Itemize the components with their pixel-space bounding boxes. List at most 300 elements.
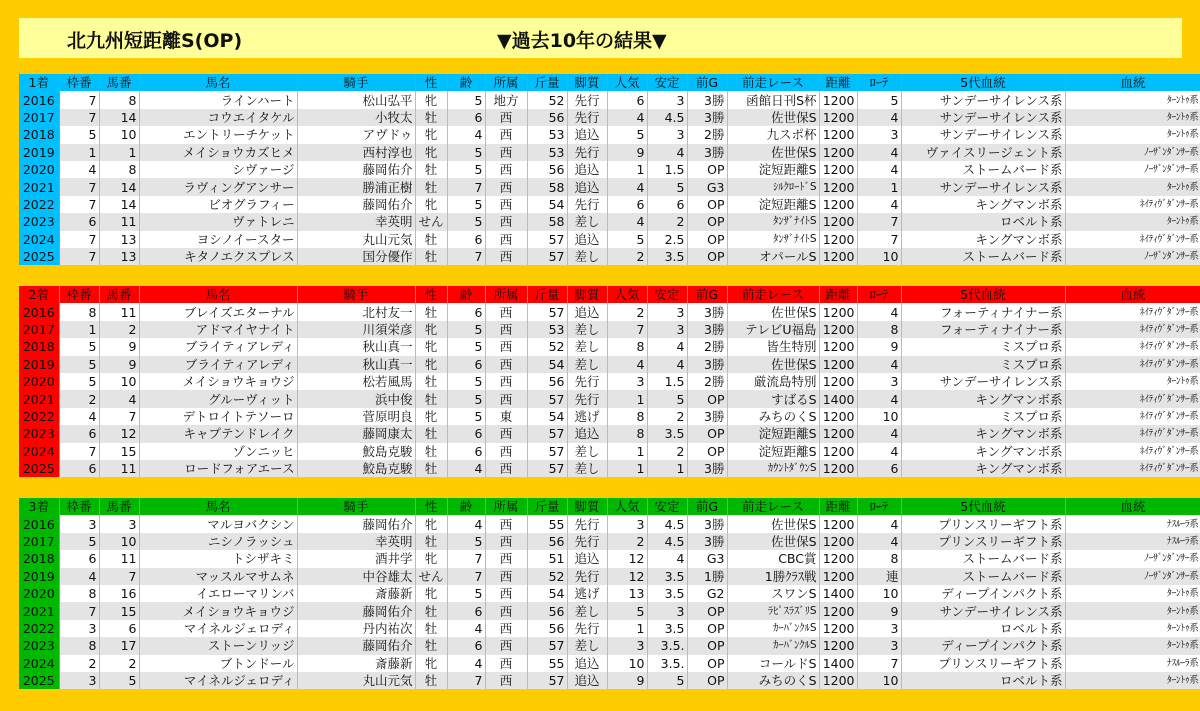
cell-pop: 10	[607, 655, 647, 672]
cell-stability: 3.5	[647, 568, 687, 585]
cell-distance: 1200	[819, 637, 857, 654]
cell-year: 2023	[19, 637, 59, 654]
cell-prev-race: スワンS	[727, 585, 819, 602]
cell-style: 先行	[567, 620, 607, 637]
cell-horse: マルヨバクシン	[139, 515, 297, 532]
cell-distance: 1200	[819, 568, 857, 585]
cell-waku: 3	[59, 515, 99, 532]
column-header-prev-grade: 前G	[687, 286, 727, 303]
cell-distance: 1400	[819, 655, 857, 672]
cell-horse: メイショウキョウジ	[139, 602, 297, 619]
cell-waku: 5	[59, 533, 99, 550]
cell-rotation: 3	[857, 126, 901, 143]
cell-rotation: 10	[857, 672, 901, 689]
cell-prev-race: 佐世保S	[727, 109, 819, 126]
cell-year: 2019	[19, 144, 59, 161]
cell-waku: 2	[59, 655, 99, 672]
cell-stable: 西	[485, 515, 527, 532]
cell-weight: 57	[527, 390, 567, 407]
table-row	[19, 109, 1200, 126]
cell-stability: 2	[647, 443, 687, 460]
cell-prev-grade: G3	[687, 550, 727, 567]
cell-weight: 54	[527, 356, 567, 373]
cell-umaban: 8	[99, 91, 139, 108]
cell-jockey: 藤岡佑介	[297, 515, 415, 532]
cell-horse: グルーヴィット	[139, 390, 297, 407]
cell-pedigree5: キングマンボ系	[901, 231, 1065, 248]
cell-style: 先行	[567, 533, 607, 550]
cell-waku: 7	[59, 231, 99, 248]
cell-year: 2025	[19, 248, 59, 265]
cell-stable: 西	[485, 672, 527, 689]
cell-weight: 52	[527, 338, 567, 355]
cell-style: 差し	[567, 460, 607, 477]
cell-horse: ブライティアレディ	[139, 356, 297, 373]
cell-weight: 53	[527, 321, 567, 338]
cell-lineage: ﾀｰﾝﾄｩ系	[1065, 213, 1200, 230]
cell-rotation: 10	[857, 408, 901, 425]
cell-pop: 6	[607, 196, 647, 213]
cell-age: 5	[447, 533, 485, 550]
cell-sex: 牡	[415, 672, 447, 689]
cell-weight: 54	[527, 196, 567, 213]
cell-umaban: 17	[99, 637, 139, 654]
cell-horse: コウエイタケル	[139, 109, 297, 126]
cell-stable: 西	[485, 213, 527, 230]
cell-year: 2017	[19, 533, 59, 550]
race-title: 北九州短距離S(OP)	[67, 30, 243, 52]
cell-rotation: 4	[857, 390, 901, 407]
cell-stable: 西	[485, 303, 527, 320]
cell-horse: トシザキミ	[139, 550, 297, 567]
column-header-stability: 安定	[647, 498, 687, 515]
cell-prev-race: 淀短距離S	[727, 196, 819, 213]
cell-weight: 56	[527, 373, 567, 390]
column-header-pop: 人気	[607, 74, 647, 91]
cell-waku: 7	[59, 91, 99, 108]
cell-prev-race: ｼﾙｸﾛｰﾄﾞS	[727, 178, 819, 195]
cell-stable: 西	[485, 321, 527, 338]
cell-waku: 2	[59, 390, 99, 407]
cell-distance: 1400	[819, 585, 857, 602]
cell-pop: 2	[607, 303, 647, 320]
cell-year: 2020	[19, 373, 59, 390]
cell-lineage: ﾈｲﾃｨｳﾞﾀﾞﾝｻｰ系	[1065, 425, 1200, 442]
cell-stable: 西	[485, 443, 527, 460]
cell-stability: 3.5.	[647, 637, 687, 654]
cell-pedigree5: サンデーサイレンス系	[901, 178, 1065, 195]
cell-stable: 西	[485, 637, 527, 654]
cell-pop: 9	[607, 144, 647, 161]
cell-weight: 55	[527, 515, 567, 532]
cell-pop: 5	[607, 602, 647, 619]
cell-rotation: 3	[857, 620, 901, 637]
cell-stability: 1	[647, 460, 687, 477]
cell-jockey: 丹内祐次	[297, 620, 415, 637]
cell-prev-grade: 3勝	[687, 109, 727, 126]
cell-prev-race: みちのくS	[727, 672, 819, 689]
cell-sex: 牡	[415, 248, 447, 265]
cell-stable: 西	[485, 248, 527, 265]
table-row	[19, 144, 1200, 161]
cell-sex: 牝	[415, 356, 447, 373]
cell-sex: 牝	[415, 91, 447, 108]
cell-prev-grade: OP	[687, 161, 727, 178]
cell-pedigree5: プリンスリーギフト系	[901, 515, 1065, 532]
first-place-table	[19, 74, 1200, 265]
place-label: 2着	[19, 286, 59, 303]
cell-sex: 牡	[415, 443, 447, 460]
cell-lineage: ﾉｰｻﾞﾝﾀﾞﾝｻｰ系	[1065, 568, 1200, 585]
cell-year: 2017	[19, 109, 59, 126]
cell-distance: 1200	[819, 178, 857, 195]
cell-umaban: 11	[99, 550, 139, 567]
cell-age: 7	[447, 568, 485, 585]
cell-waku: 4	[59, 408, 99, 425]
cell-stable: 西	[485, 460, 527, 477]
cell-distance: 1200	[819, 602, 857, 619]
cell-prev-race: 九スポ杯	[727, 126, 819, 143]
cell-age: 6	[447, 425, 485, 442]
cell-pedigree5: サンデーサイレンス系	[901, 373, 1065, 390]
cell-lineage: ﾈｲﾃｨｳﾞﾀﾞﾝｻｰ系	[1065, 390, 1200, 407]
cell-jockey: 藤岡康太	[297, 425, 415, 442]
cell-weight: 53	[527, 126, 567, 143]
cell-jockey: 菅原明良	[297, 408, 415, 425]
cell-style: 追込	[567, 550, 607, 567]
cell-waku: 7	[59, 196, 99, 213]
cell-weight: 58	[527, 178, 567, 195]
table-row	[19, 515, 1200, 532]
cell-year: 2022	[19, 620, 59, 637]
column-header-prev-grade: 前G	[687, 498, 727, 515]
cell-age: 7	[447, 178, 485, 195]
column-header-umaban: 馬番	[99, 74, 139, 91]
cell-waku: 8	[59, 637, 99, 654]
cell-sex: 牡	[415, 637, 447, 654]
table-row	[19, 637, 1200, 654]
column-header-horse: 馬名	[139, 74, 297, 91]
cell-prev-race: 佐世保S	[727, 533, 819, 550]
column-header-distance: 距離	[819, 286, 857, 303]
cell-sex: 牡	[415, 231, 447, 248]
cell-waku: 7	[59, 109, 99, 126]
cell-year: 2018	[19, 338, 59, 355]
cell-age: 6	[447, 443, 485, 460]
third-place-table	[19, 498, 1200, 689]
cell-year: 2019	[19, 568, 59, 585]
cell-lineage: ﾀｰﾝﾄｩ系	[1065, 373, 1200, 390]
cell-pop: 1	[607, 443, 647, 460]
cell-prev-grade: OP	[687, 655, 727, 672]
cell-horse: メイショウカズヒメ	[139, 144, 297, 161]
cell-stable: 西	[485, 425, 527, 442]
cell-distance: 1200	[819, 620, 857, 637]
cell-age: 5	[447, 373, 485, 390]
cell-pop: 8	[607, 408, 647, 425]
cell-year: 2023	[19, 425, 59, 442]
cell-distance: 1200	[819, 91, 857, 108]
cell-age: 5	[447, 213, 485, 230]
cell-pedigree5: ヴァイスリージェント系	[901, 144, 1065, 161]
cell-stability: 3	[647, 126, 687, 143]
cell-pedigree5: サンデーサイレンス系	[901, 602, 1065, 619]
table-row	[19, 550, 1200, 567]
cell-umaban: 11	[99, 460, 139, 477]
cell-stability: 3.5	[647, 585, 687, 602]
cell-pedigree5: ストームバード系	[901, 550, 1065, 567]
cell-prev-grade: 2勝	[687, 338, 727, 355]
cell-prev-grade: 3勝	[687, 515, 727, 532]
cell-umaban: 16	[99, 585, 139, 602]
cell-rotation: 3	[857, 373, 901, 390]
cell-rotation: 6	[857, 460, 901, 477]
table-row	[19, 655, 1200, 672]
cell-jockey: 鮫島克駿	[297, 443, 415, 460]
cell-waku: 6	[59, 460, 99, 477]
cell-pop: 4	[607, 109, 647, 126]
cell-prev-race: オパールS	[727, 248, 819, 265]
cell-stability: 3.5.	[647, 655, 687, 672]
cell-lineage: ﾈｲﾃｨｳﾞﾀﾞﾝｻｰ系	[1065, 408, 1200, 425]
cell-distance: 1200	[819, 303, 857, 320]
cell-horse: ストーンリッジ	[139, 637, 297, 654]
cell-rotation: 4	[857, 533, 901, 550]
cell-prev-race: 淀短距離S	[727, 161, 819, 178]
cell-horse: ビオグラフィー	[139, 196, 297, 213]
cell-horse: ニシノラッシュ	[139, 533, 297, 550]
cell-stability: 5	[647, 178, 687, 195]
cell-distance: 1200	[819, 231, 857, 248]
column-header-distance: 距離	[819, 74, 857, 91]
cell-lineage: ﾉｰｻﾞﾝﾀﾞﾝｻｰ系	[1065, 161, 1200, 178]
cell-style: 先行	[567, 568, 607, 585]
table-row	[19, 443, 1200, 460]
cell-prev-race: 函館日刊S杯	[727, 91, 819, 108]
cell-pop: 1	[607, 161, 647, 178]
cell-weight: 57	[527, 231, 567, 248]
cell-year: 2021	[19, 390, 59, 407]
cell-sex: 牝	[415, 126, 447, 143]
cell-pop: 2	[607, 248, 647, 265]
cell-distance: 1200	[819, 126, 857, 143]
cell-style: 先行	[567, 109, 607, 126]
cell-prev-grade: OP	[687, 248, 727, 265]
table-row	[19, 460, 1200, 477]
cell-lineage: ﾀｰﾝﾄｩ系	[1065, 91, 1200, 108]
cell-umaban: 11	[99, 213, 139, 230]
cell-prev-race: テレビU福島	[727, 321, 819, 338]
cell-age: 7	[447, 672, 485, 689]
cell-umaban: 12	[99, 425, 139, 442]
cell-jockey: 幸英明	[297, 533, 415, 550]
cell-waku: 8	[59, 303, 99, 320]
cell-stability: 4.5	[647, 109, 687, 126]
cell-sex: 牡	[415, 109, 447, 126]
column-header-prev-race: 前走レース	[727, 498, 819, 515]
cell-jockey: 斎藤新	[297, 585, 415, 602]
cell-stability: 2	[647, 213, 687, 230]
cell-lineage: ﾀｰﾝﾄｩ系	[1065, 126, 1200, 143]
cell-stability: 3.5	[647, 425, 687, 442]
cell-horse: ヴァトレニ	[139, 213, 297, 230]
cell-year: 2024	[19, 655, 59, 672]
cell-age: 5	[447, 585, 485, 602]
table-row	[19, 196, 1200, 213]
cell-horse: シヴァージ	[139, 161, 297, 178]
cell-umaban: 7	[99, 568, 139, 585]
cell-prev-grade: 3勝	[687, 321, 727, 338]
cell-sex: 牝	[415, 655, 447, 672]
column-header-age: 齢	[447, 286, 485, 303]
cell-umaban: 3	[99, 515, 139, 532]
cell-year: 2025	[19, 460, 59, 477]
cell-pedigree5: ミスプロ系	[901, 408, 1065, 425]
cell-umaban: 1	[99, 144, 139, 161]
cell-year: 2017	[19, 321, 59, 338]
cell-stable: 西	[485, 231, 527, 248]
cell-prev-race: みちのくS	[727, 408, 819, 425]
cell-lineage: ﾈｲﾃｨｳﾞﾀﾞﾝｻｰ系	[1065, 231, 1200, 248]
cell-sex: 牝	[415, 196, 447, 213]
cell-prev-race: 皆生特別	[727, 338, 819, 355]
cell-jockey: 藤岡佑介	[297, 196, 415, 213]
cell-prev-race: 佐世保S	[727, 356, 819, 373]
cell-rotation: 4	[857, 303, 901, 320]
cell-lineage: ﾉｰｻﾞﾝﾀﾞﾝｻｰ系	[1065, 144, 1200, 161]
cell-umaban: 9	[99, 356, 139, 373]
column-header-age: 齢	[447, 74, 485, 91]
cell-prev-grade: 3勝	[687, 144, 727, 161]
cell-umaban: 2	[99, 655, 139, 672]
table-row	[19, 373, 1200, 390]
cell-lineage: ﾅｽﾙｰﾗ系	[1065, 515, 1200, 532]
cell-distance: 1200	[819, 338, 857, 355]
cell-prev-race: ﾀﾝｻﾞﾅｲﾄS	[727, 231, 819, 248]
cell-stable: 西	[485, 109, 527, 126]
cell-pop: 8	[607, 425, 647, 442]
cell-jockey: 斎藤新	[297, 655, 415, 672]
column-header-pedigree5: 5代血統	[901, 74, 1065, 91]
cell-stability: 4.5	[647, 515, 687, 532]
cell-rotation: 4	[857, 144, 901, 161]
cell-style: 追込	[567, 178, 607, 195]
column-header-rotation: ﾛｰﾃ	[857, 74, 901, 91]
cell-age: 5	[447, 91, 485, 108]
column-header-prev-grade: 前G	[687, 74, 727, 91]
column-header-waku: 枠番	[59, 286, 99, 303]
cell-distance: 1200	[819, 213, 857, 230]
cell-sex: 牝	[415, 550, 447, 567]
cell-stability: 4	[647, 338, 687, 355]
cell-prev-race: 佐世保S	[727, 515, 819, 532]
cell-prev-race: ﾗﾋﾟｽﾗｽﾞﾘS	[727, 602, 819, 619]
cell-pedigree5: ディープインパクト系	[901, 637, 1065, 654]
cell-style: 追込	[567, 161, 607, 178]
cell-prev-race: すばるS	[727, 390, 819, 407]
cell-stable: 西	[485, 533, 527, 550]
cell-umaban: 14	[99, 178, 139, 195]
cell-stability: 3.5	[647, 248, 687, 265]
column-header-rotation: ﾛｰﾃ	[857, 498, 901, 515]
cell-rotation: 4	[857, 109, 901, 126]
cell-prev-grade: 3勝	[687, 460, 727, 477]
cell-umaban: 14	[99, 109, 139, 126]
cell-sex: 牡	[415, 533, 447, 550]
cell-jockey: 小牧太	[297, 109, 415, 126]
cell-rotation: 7	[857, 655, 901, 672]
cell-sex: 牡	[415, 425, 447, 442]
table-row	[19, 672, 1200, 689]
cell-distance: 1200	[819, 144, 857, 161]
cell-prev-race: 淀短距離S	[727, 425, 819, 442]
column-header-jockey: 騎手	[297, 498, 415, 515]
cell-prev-grade: 1勝	[687, 568, 727, 585]
cell-age: 4	[447, 126, 485, 143]
cell-rotation: 1	[857, 178, 901, 195]
cell-stability: 3	[647, 303, 687, 320]
header-row	[19, 74, 1200, 91]
cell-pedigree5: ディープインパクト系	[901, 585, 1065, 602]
cell-lineage: ﾈｲﾃｨｳﾞﾀﾞﾝｻｰ系	[1065, 460, 1200, 477]
cell-prev-grade: OP	[687, 620, 727, 637]
cell-sex: 牡	[415, 303, 447, 320]
cell-style: 追込	[567, 655, 607, 672]
cell-horse: ブライティアレディ	[139, 338, 297, 355]
cell-waku: 1	[59, 321, 99, 338]
cell-age: 4	[447, 655, 485, 672]
cell-stable: 西	[485, 568, 527, 585]
cell-weight: 56	[527, 533, 567, 550]
cell-sex: 牡	[415, 620, 447, 637]
cell-prev-race: 佐世保S	[727, 303, 819, 320]
cell-age: 6	[447, 637, 485, 654]
cell-weight: 57	[527, 248, 567, 265]
cell-stable: 西	[485, 338, 527, 355]
cell-sex: せん	[415, 213, 447, 230]
column-header-jockey: 騎手	[297, 74, 415, 91]
cell-pop: 2	[607, 533, 647, 550]
cell-prev-grade: OP	[687, 425, 727, 442]
cell-year: 2022	[19, 196, 59, 213]
cell-pedigree5: プリンスリーギフト系	[901, 655, 1065, 672]
cell-lineage: ﾀｰﾝﾄｩ系	[1065, 109, 1200, 126]
cell-rotation: 8	[857, 550, 901, 567]
cell-age: 7	[447, 550, 485, 567]
cell-pop: 3	[607, 373, 647, 390]
cell-pop: 5	[607, 231, 647, 248]
column-header-waku: 枠番	[59, 74, 99, 91]
cell-sex: 牡	[415, 460, 447, 477]
cell-year: 2016	[19, 515, 59, 532]
cell-stable: 西	[485, 602, 527, 619]
cell-prev-grade: 3勝	[687, 408, 727, 425]
cell-umaban: 6	[99, 620, 139, 637]
cell-umaban: 13	[99, 248, 139, 265]
cell-prev-grade: OP	[687, 443, 727, 460]
cell-stable: 西	[485, 161, 527, 178]
cell-prev-grade: G3	[687, 178, 727, 195]
cell-distance: 1200	[819, 533, 857, 550]
cell-pedigree5: プリンスリーギフト系	[901, 533, 1065, 550]
column-header-weight: 斤量	[527, 498, 567, 515]
cell-umaban: 7	[99, 408, 139, 425]
cell-age: 6	[447, 303, 485, 320]
cell-age: 7	[447, 248, 485, 265]
cell-lineage: ﾈｲﾃｨｳﾞﾀﾞﾝｻｰ系	[1065, 356, 1200, 373]
column-header-distance: 距離	[819, 498, 857, 515]
cell-prev-grade: OP	[687, 672, 727, 689]
